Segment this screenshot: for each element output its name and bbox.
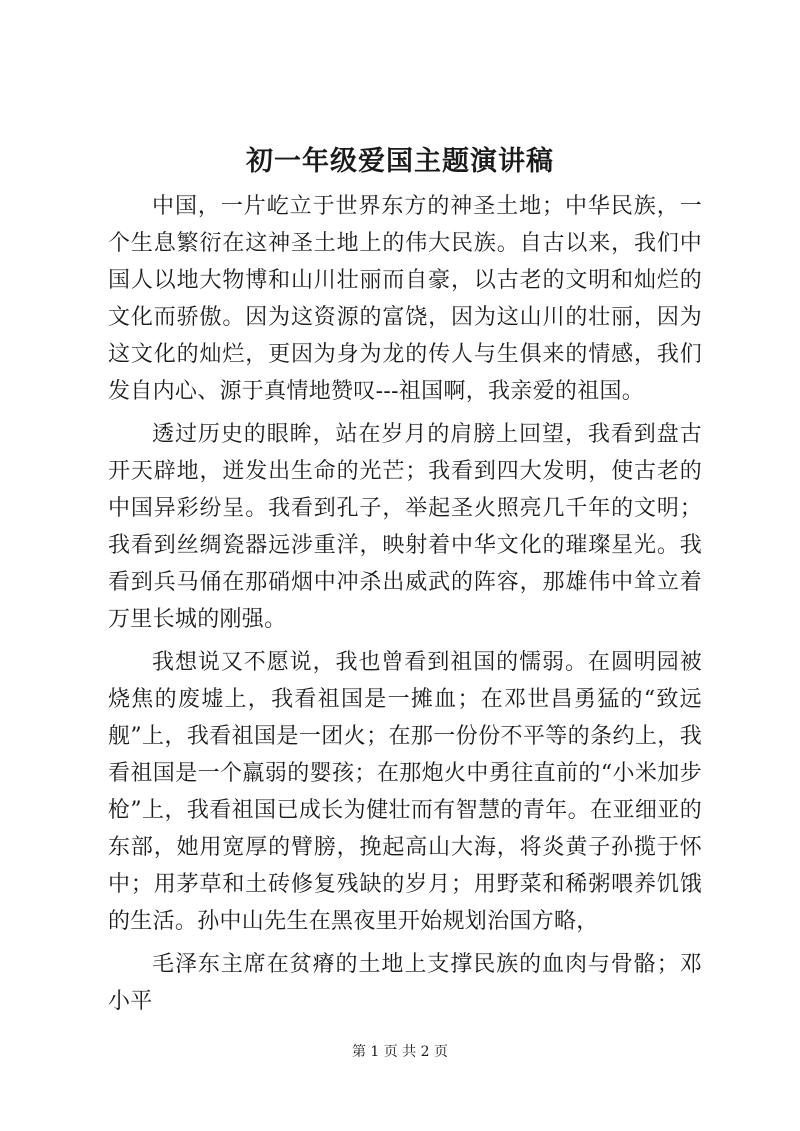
paragraph-2: 透过历史的眼眸，站在岁月的肩膀上回望，我看到盘古开天辟地，迸发出生命的光芒；我看到四大发明，使古老的中国异彩纷呈。我看到孔子，举起圣火照亮几千年的文明；我看到丝绸瓷器远涉重洋，映射着中华文化的璀璨星光。我看到兵马俑在那硝烟中冲杀出威武的阵容，那雄伟中耸立着万里长城的刚强。 — [108, 422, 702, 632]
paragraph-3: 我想说又不愿说，我也曾看到祖国的懦弱。在圆明园被烧焦的废墟上，我看祖国是一摊血；在邓世昌勇猛的“致远舰”上，我看祖国是一团火；在那一份份不平等的条约上，我看祖国是一个羸弱的婴孩；在那炮火中勇往直前的“小米加步枪”上，我看祖国已成长为健壮而有智慧的青年。在亚细亚的东部，她用宽厚的臂膀，挽起高山大海，将炎黄子孙揽于怀中；用茅草和土砖修复残缺的岁月；用野菜和稀粥喂养饥饿的生活。孙中山先生在黑夜里开始规划治国方略， — [108, 650, 702, 934]
page-number-label: 第 1 页 共 2 页 — [351, 1044, 449, 1060]
document-title: 初一年级爱国主题演讲稿 — [246, 146, 554, 177]
page-footer — [0, 1042, 800, 1062]
document-body — [108, 188, 702, 1026]
paragraph-1: 中国，一片屹立于世界东方的神圣土地；中华民族，一个生息繁衍在这神圣土地上的伟大民族。自古以来，我们中国人以地大物博和山川壮丽而自豪，以古老的文明和灿烂的文化而骄傲。因为这资源的富饶，因为这山川的壮丽，因为这文化的灿烂，更因为身为龙的传人与生俱来的情感，我们发自内心、源于真情地赞叹---祖国啊，我亲爱的祖国。 — [108, 194, 702, 404]
paragraph-4: 毛泽东主席在贫瘠的土地上支撑民族的血肉与骨骼；邓小平 — [108, 952, 702, 1014]
